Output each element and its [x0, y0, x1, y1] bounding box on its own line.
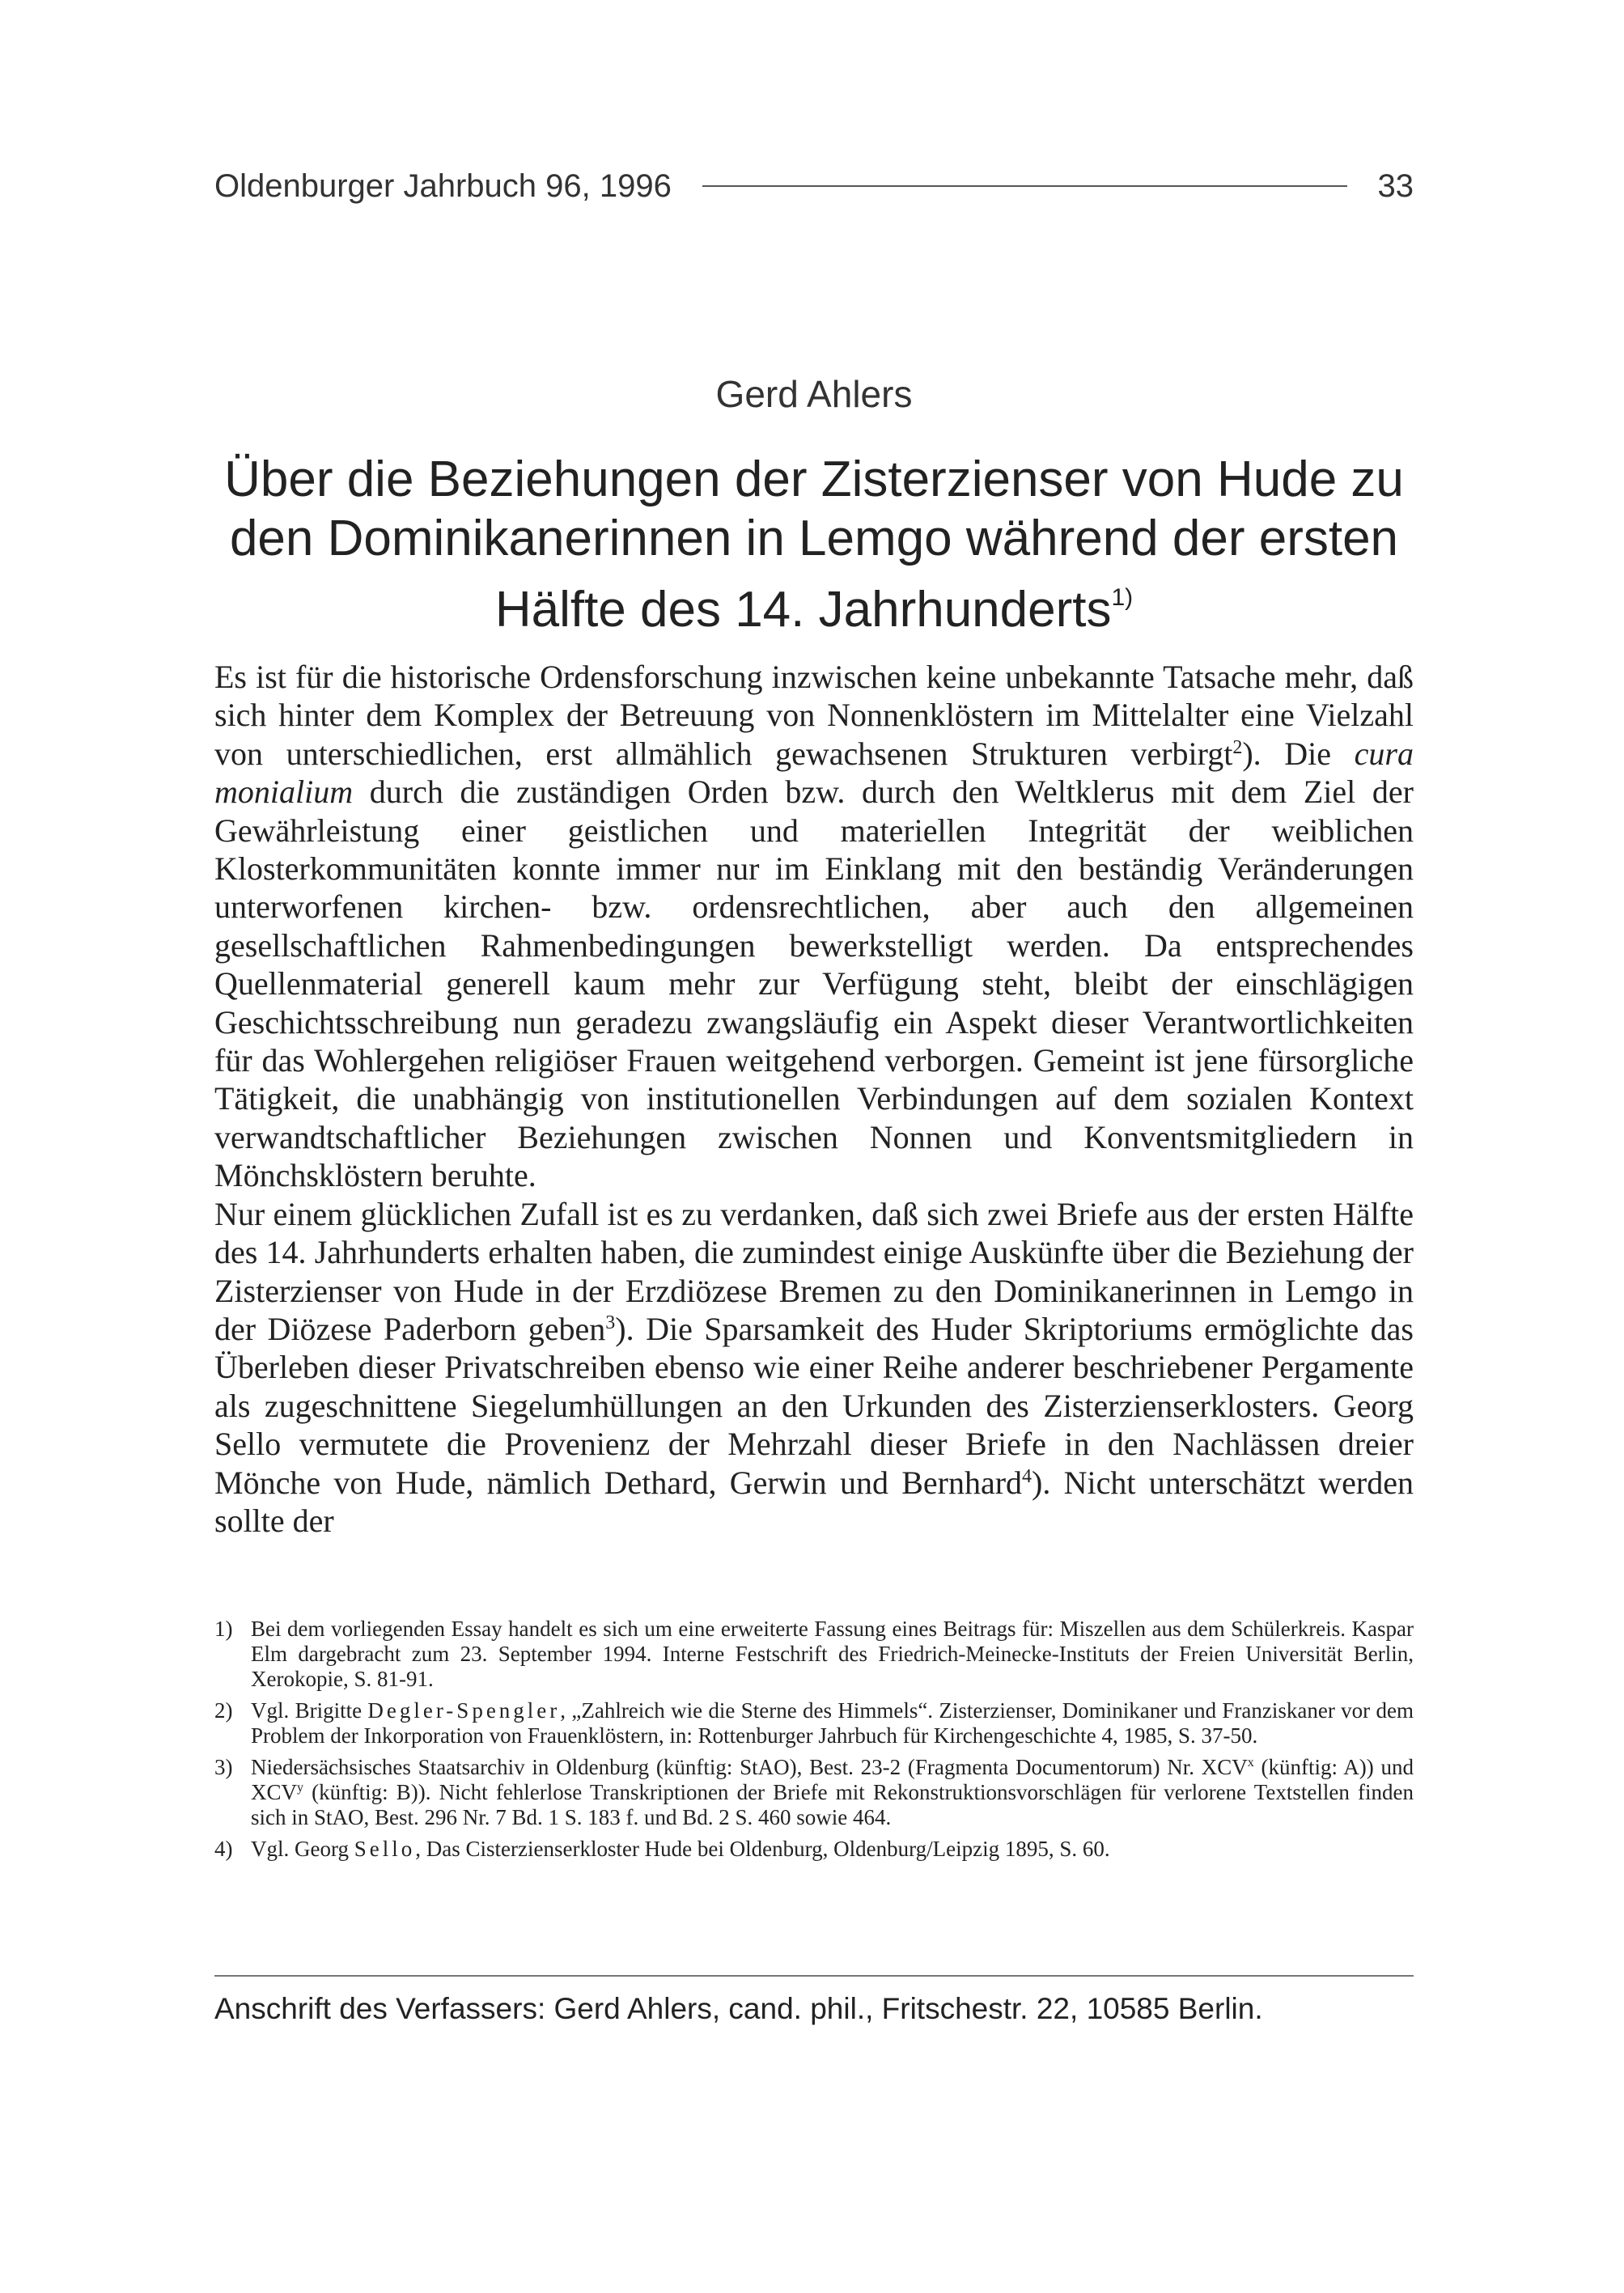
paragraph-2-text-c: ). Nicht unterschätzt werden sollte der — [214, 1464, 1414, 1539]
footnote-text — [251, 1755, 1414, 1830]
footnote-text-a: Niedersächsisches Staatsarchiv in Oldenburg (künftig: StAO), Best. 23-2 (Fragmenta Documentorum) Nr. XCV — [251, 1755, 1248, 1779]
footnote-number: 3) — [214, 1755, 233, 1779]
footnote-text-b: (künftig: A)) und XCV — [251, 1755, 1414, 1804]
article-title — [214, 450, 1414, 639]
footnote-ref-3: 3 — [605, 1312, 616, 1333]
footnote-3 — [214, 1755, 1414, 1830]
running-head — [214, 162, 1414, 210]
footnote-text-pre: Vgl. Georg — [251, 1837, 354, 1861]
footnote-1 — [214, 1617, 1414, 1692]
footnote-text: Bei dem vorliegenden Essay handelt es sich um eine erweiterte Fassung eines Beitrags für: Miszellen aus dem Schülerkreis. Kaspar Elm dargebracht zum 23. September 1994. Interne Festschrift des Friedrich-Meinecke-Instituts der Freien Universität Berlin, Xerokopie, S. 81-91. — [251, 1617, 1414, 1691]
footnote-text-post: , Das Cisterzienserkloster Hude bei Oldenburg, Oldenburg/Leipzig 1895, S. 60. — [415, 1837, 1110, 1861]
footnote-number: 2) — [214, 1698, 233, 1723]
footnote-number: 1) — [214, 1617, 233, 1641]
journal-name: Oldenburger Jahrbuch 96, 1996 — [214, 167, 672, 204]
footnote-author-spaced: Degler-Spengler — [367, 1698, 561, 1723]
author-address: Anschrift des Verfassers: Gerd Ahlers, cand. phil., Fritschestr. 22, 10585 Berlin. — [214, 1992, 1263, 2025]
header-rule — [702, 185, 1347, 187]
footnote-text — [251, 1698, 1414, 1748]
footnote-number: 4) — [214, 1837, 233, 1861]
paragraph-1-text-c: durch die zuständigen Orden bzw. durch den Weltklerus mit dem Ziel der Gewährleistung einer geistlichen und materiellen Integrität der weiblichen Klosterkommunitäten konnte immer nur im Einklang mit den beständig Veränderungen unterworfenen kirchen- bzw. ordensrechtlichen, aber auch den allgemeinen gesellschaftlichen Rahmenbedingungen bewerkstelligt werden. Da entsprechendes Quellenmaterial generell kaum mehr zur Verfügung steht, bleibt der einschlägigen Geschichtsschreibung nun geradezu zwangsläufig ein Aspekt dieser Verantwortlichkeiten für das Wohlergehen religiöser Frauen weitgehend verborgen. Gemeint ist jene fürsorgliche Tätigkeit, die unabhängig von institutionellen Verbindungen auf dem sozialen Kontext verwandtschaftlicher Beziehungen zwischen Nonnen und Konventsmitgliedern in Mönchsklöstern beruhte. — [214, 774, 1414, 1194]
body-text — [214, 658, 1414, 1540]
title-line-3-text: Hälfte des 14. Jahrhunderts — [494, 582, 1112, 638]
title-line-1: Über die Beziehungen der Zisterzienser von Hude zu — [224, 451, 1404, 507]
footnotes — [214, 1617, 1414, 1868]
footnote-2 — [214, 1698, 1414, 1748]
page — [214, 0, 1414, 2293]
footnote-ref-2: 2 — [1232, 736, 1243, 758]
footnote-text-pre: Vgl. Brigitte — [251, 1698, 368, 1723]
page-number: 33 — [1377, 167, 1414, 204]
paragraph-1 — [214, 658, 1414, 1195]
footnote-4 — [214, 1837, 1414, 1862]
footnote-sup-y: y — [297, 1781, 304, 1795]
italic-term: cura monialium — [214, 735, 1414, 811]
paragraph-1-text-b: ). Die — [1242, 735, 1355, 772]
footnote-sup-x: x — [1247, 1756, 1254, 1770]
paragraph-2 — [214, 1195, 1414, 1541]
title-line-2: den Dominikanerinnen in Lemgo während der ersten — [229, 511, 1399, 566]
address-rule — [214, 1975, 1414, 1977]
paragraph-2-text-b: ). Die Sparsamkeit des Huder Skriptoriums ermöglichte das Überleben dieser Privatschreiben ebenso wie einer Reihe anderer beschriebener Pergamente als zugeschnittene Siegelumhüllungen an den Urkunden des Zisterzienserklosters. Georg Sello vermutete die Provenienz der Mehrzahl dieser Briefe in den Nachlässen dreier Mönche von Hude, nämlich Dethard, Gerwin und Bernhard — [214, 1310, 1414, 1501]
title-footnote-ref: 1) — [1111, 584, 1134, 611]
footnote-text — [251, 1837, 1414, 1862]
paragraph-1-text-a: Es ist für die historische Ordensforschung inzwischen keine unbekannte Tatsache mehr, daß sich hinter dem Komplex der Betreuung von Nonnenklöstern im Mittelalter eine Vielzahl von unterschiedlichen, erst allmählich gewachsenen Strukturen verbirgt — [214, 659, 1414, 772]
footnote-text-c: (künftig: B)). Nicht fehlerlose Transkriptionen der Briefe mit Rekonstruktionsvorschlägen für verlorene Textstellen finden sich in StAO, Best. 296 Nr. 7 Bd. 1 S. 183 f. und Bd. 2 S. 460 sowie 464. — [251, 1780, 1414, 1829]
footnote-text-post: , „Zahlreich wie die Sterne des Himmels“. Zisterzienser, Dominikaner und Franziskaner vor dem Problem der Inkorporation von Frauenklöstern, in: Rottenburger Jahrbuch für Kirchengeschichte 4, 1985, S. 37-50. — [251, 1698, 1414, 1748]
footnote-author-spaced: Sello — [354, 1837, 416, 1861]
paragraph-2-text-a: Nur einem glücklichen Zufall ist es zu verdanken, daß sich zwei Briefe aus der ersten Hälfte des 14. Jahrhunderts erhalten haben, die zumindest einige Auskünfte über die Beziehung der Zisterzienser von Hude in der Erzdiözese Bremen zu den Dominikanerinnen in Lemgo in der Diözese Paderborn geben — [214, 1195, 1414, 1347]
author-name: Gerd Ahlers — [715, 373, 913, 415]
title-line-3 — [214, 568, 1414, 639]
footnote-ref-4: 4 — [1022, 1465, 1032, 1487]
